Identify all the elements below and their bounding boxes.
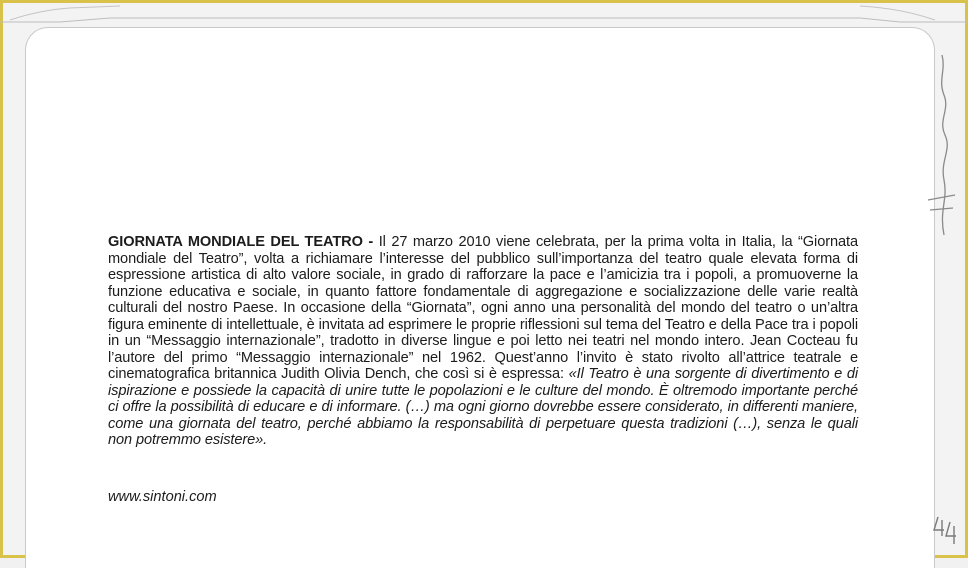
handwritten-page-number <box>930 512 960 552</box>
event-description <box>108 234 858 449</box>
event-quote: «Il Teatro è una sorgente di divertimento e di ispirazione e possiede la capacità di unire tutte le popolazioni e le culture del mondo. È oltremodo importante perché ci offre la possibilità di educare e di informare. (…) ma ogni giorno dovrebbe essere considerato, in differenti maniere, come una giornata del teatro, perché abbiamo la responsabilità di perpetuare questa tradizioni (…), senza le quali non potremmo esistere». <box>108 366 858 448</box>
handwritten-note <box>920 50 960 250</box>
website-link[interactable]: www.sintoni.com <box>108 489 217 505</box>
event-body: Il 27 marzo 2010 viene celebrata, per la prima volta in Italia, la “Giornata mondiale del Teatro”, volta a richiamare l’interesse del pubblico sull’importanza del teatro quale elevata forma di espressione artistica di alto valore sociale, in grado di rafforzare la pace e l’amicizia tra i popoli, a promuoverne la funzione educativa e sociale, in quanto fattore fondamentale di aggregazione e socializzazione delle varie realtà culturali del nostro Paese. In occasione della “Giornata”, ogni anno una personalità del mondo del teatro o un’altra figura eminente di intellettuale, è invitata ad esprimere le proprie riflessioni sul tema del Teatro e della Pace tra i popoli in un “Messaggio internazionale”, tradotto in diverse lingue e poi letto nei teatri nel mondo intero. Jean Cocteau fu l’autore del primo “Messaggio internazionale” nel 1962. Quest’anno l’invito è stato rivolto all’attrice teatrale e cinematografica britannica Judith Olivia Dench, che così si è espressa: <box>108 234 858 382</box>
title-separator: - <box>368 234 374 250</box>
event-title: GIORNATA MONDIALE DEL TEATRO <box>108 234 363 250</box>
